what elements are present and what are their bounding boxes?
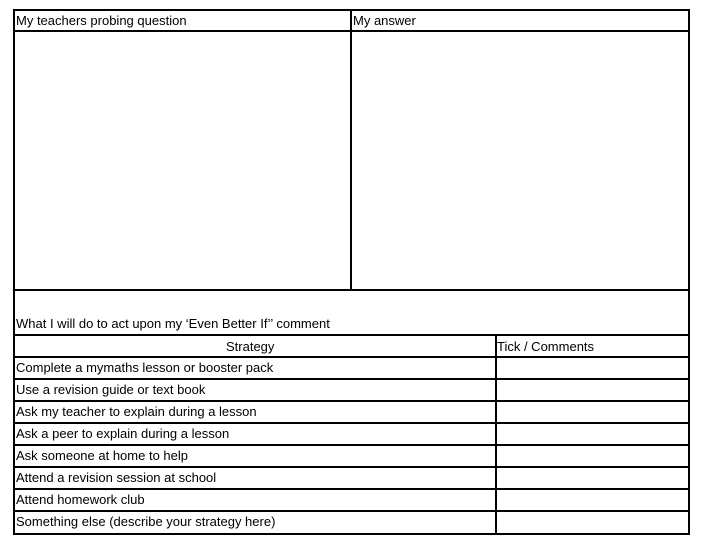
- answer-input-area[interactable]: [352, 32, 688, 289]
- strategy-item: Ask my teacher to explain during a lesson: [16, 404, 257, 419]
- tick-comment-cell[interactable]: [497, 512, 688, 532]
- strategy-item: Attend a revision session at school: [16, 470, 217, 485]
- strategy-item: Use a revision guide or text book: [16, 382, 206, 397]
- question-input-area[interactable]: [15, 32, 350, 289]
- action-title: What I will do to act upon my ‘Even Better If’’ comment: [16, 316, 330, 331]
- strategy-item: Ask a peer to explain during a lesson: [16, 426, 230, 441]
- question-header: My teachers probing question: [16, 13, 187, 28]
- tick-comment-cell[interactable]: [497, 380, 688, 400]
- strategy-item: Something else (describe your strategy here): [16, 514, 276, 529]
- divider: [13, 289, 690, 291]
- tick-comment-cell[interactable]: [497, 446, 688, 466]
- tick-header: Tick / Comments: [497, 339, 595, 354]
- divider: [13, 334, 690, 336]
- tick-comment-cell[interactable]: [497, 490, 688, 510]
- strategy-item: Complete a mymaths lesson or booster pack: [16, 360, 274, 375]
- tick-comment-cell[interactable]: [497, 424, 688, 444]
- strategy-item: Attend homework club: [16, 492, 145, 507]
- tick-comment-cell[interactable]: [497, 402, 688, 422]
- strategy-header: Strategy: [226, 339, 275, 354]
- strategy-item: Ask someone at home to help: [16, 448, 188, 463]
- tick-comment-cell[interactable]: [497, 358, 688, 378]
- answer-header: My answer: [353, 13, 416, 28]
- tick-comment-cell[interactable]: [497, 468, 688, 488]
